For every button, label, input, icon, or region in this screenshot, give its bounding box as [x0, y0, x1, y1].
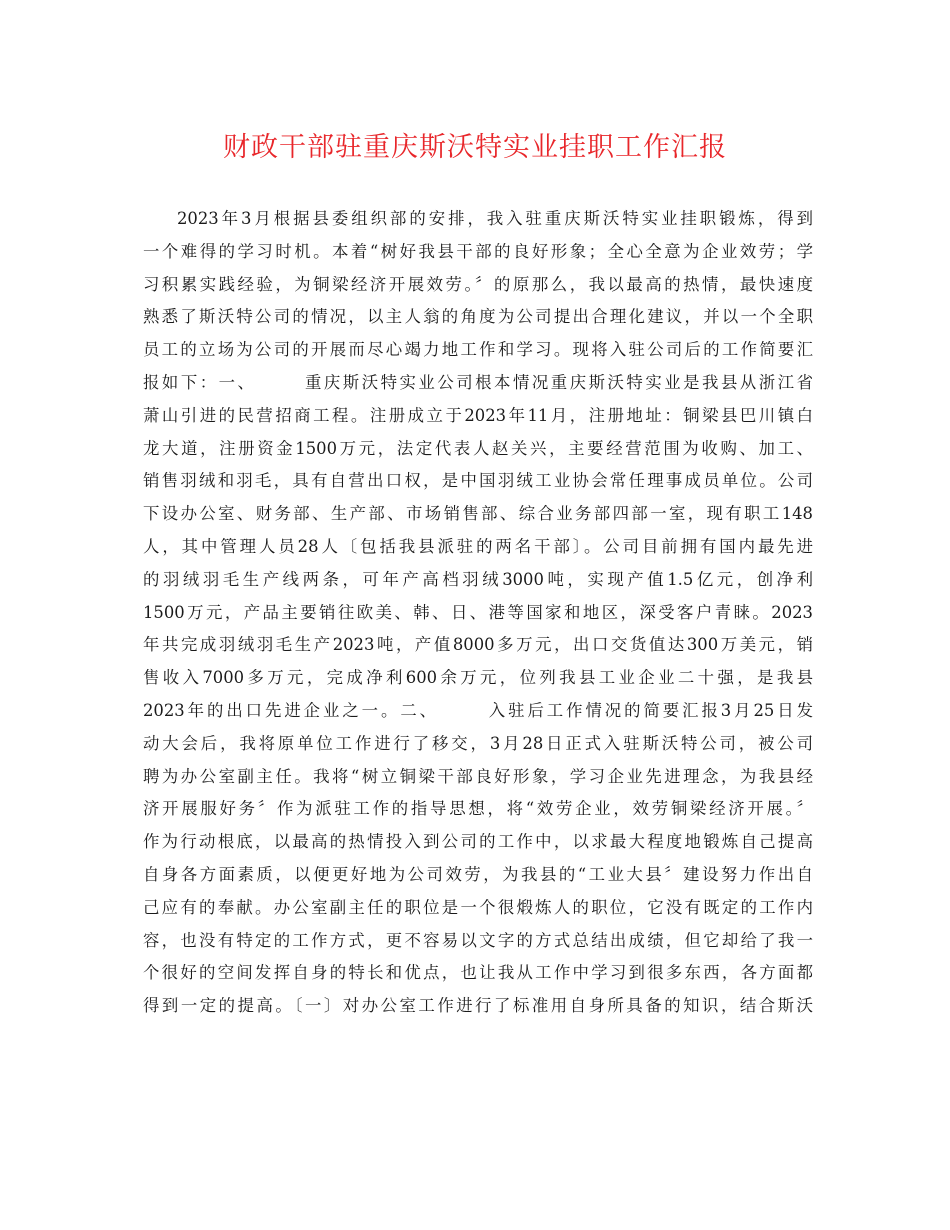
body-line: 年共完成羽绒羽毛生产2023吨，产值8000多万元，出口交货值达300万美元，销: [143, 635, 813, 655]
body-line: 己应有的奉献。办公室副主任的职位是一个很煅炼人的职位，它没有既定的工作内: [143, 897, 813, 917]
body-line: 动大会后，我将原单位工作进行了移交，3月28日正式入驻斯沃特公司，被公司: [143, 733, 813, 753]
body-line: 作为行动根底，以最高的热情投入到公司的工作中，以求最大程度地锻炼自己提高: [143, 832, 813, 852]
body-line: 员工的立场为公司的开展而尽心竭力地工作和学习。现将入驻公司后的工作简要汇: [143, 340, 813, 360]
body-line: 2023年3月根据县委组织部的安排，我入驻重庆斯沃特实业挂职锻炼，得到: [177, 209, 813, 228]
body-line: 习积累实践经验，为铜梁经济开展效劳。〞的原那么，我以最高的热情，最快速度: [143, 274, 813, 294]
body-line: 下设办公室、财务部、生产部、市场销售部、综合业务部四部一室，现有职工148: [143, 504, 813, 524]
body-line: 2023年的出口先进企业之一。二、 入驻后工作情况的简要汇报3月25日发: [143, 700, 813, 720]
document-title: 财政干部驻重庆斯沃特实业挂职工作汇报: [223, 132, 727, 163]
body-line: 报如下：一、 重庆斯沃特实业公司根本情况重庆斯沃特实业是我县从浙江省: [143, 372, 813, 392]
body-line: 济开展服好务〞作为派驻工作的指导思想，将“效劳企业，效劳铜梁经济开展。〞: [143, 799, 813, 819]
body-line: 聘为办公室副主任。我将“树立铜梁干部良好形象，学习企业先进理念，为我县经: [143, 766, 813, 786]
body-line: 的羽绒羽毛生产线两条，可年产高档羽绒3000吨，实现产值1.5亿元，创净利: [143, 569, 813, 589]
body-line: 售收入7000多万元，完成净利600余万元，位列我县工业企业二十强，是我县: [143, 668, 813, 688]
body-line: 萧山引进的民营招商工程。注册成立于2023年11月，注册地址：铜梁县巴川镇白: [143, 405, 813, 425]
document-body: [143, 203, 813, 1023]
body-line: 熟悉了斯沃特公司的情况，以主人翁的角度为公司提出合理化建议，并以一个全职: [143, 307, 813, 327]
body-line: 容，也没有特定的工作方式，更不容易以文字的方式总结出成绩，但它却给了我一: [143, 930, 813, 950]
body-line: 个很好的空间发挥自身的特长和优点，也让我从工作中学习到很多东西，各方面都: [143, 963, 813, 983]
body-line: 龙大道，注册资金1500万元，法定代表人赵关兴，主要经营范围为收购、加工、: [143, 438, 813, 458]
body-line: 得到一定的提高。〔一〕对办公室工作进行了标准用自身所具备的知识，结合斯沃: [143, 996, 813, 1016]
body-line: 一个难得的学习时机。本着“树好我县干部的良好形象；全心全意为企业效劳；学: [143, 241, 813, 261]
body-line: 自身各方面素质，以便更好地为公司效劳，为我县的“工业大县〞建设努力作出自: [143, 864, 813, 884]
body-line: 1500万元，产品主要销往欧美、韩、日、港等国家和地区，深受客户青睐。2023: [143, 602, 813, 622]
body-line: 人，其中管理人员28人〔包括我县派驻的两名干部〕。公司目前拥有国内最先进: [143, 536, 813, 556]
body-line: 销售羽绒和羽毛，具有自营出口权，是中国羽绒工业协会常任理事成员单位。公司: [143, 471, 813, 491]
